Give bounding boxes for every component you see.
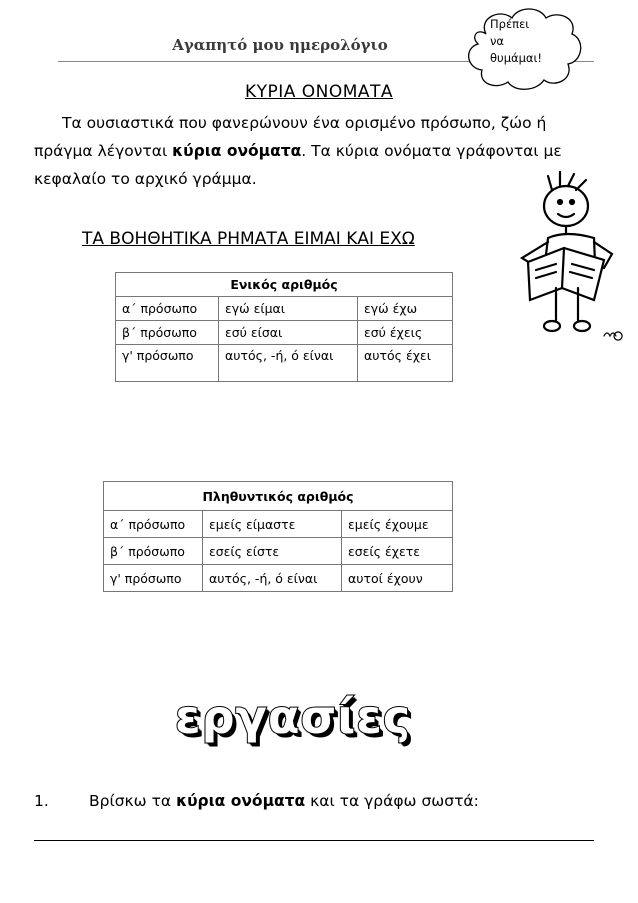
table-row xyxy=(116,321,453,345)
page-header-title: Αγαπητό μου ημερολόγιο xyxy=(172,36,388,54)
table-cell: β΄ πρόσωπο xyxy=(104,538,203,565)
plural-table xyxy=(103,481,453,592)
table-cell: εγώ έχω xyxy=(358,297,453,321)
table-cell: εμείς έχουμε xyxy=(342,511,453,538)
table-row xyxy=(104,565,453,592)
table-cell: εσύ έχεις xyxy=(358,321,453,345)
task-text-start: Βρίσκω τα xyxy=(89,792,177,810)
answer-line[interactable] xyxy=(34,840,594,841)
paragraph-bold-term: κύρια ονόματα xyxy=(172,142,302,160)
plural-table-heading: Πληθυντικός αριθμός xyxy=(104,482,453,511)
table-cell: β΄ πρόσωπο xyxy=(116,321,219,345)
table-cell: γ' πρόσωπο xyxy=(116,345,219,382)
table-cell: α΄ πρόσωπο xyxy=(104,511,203,538)
table-cell: εμείς είμαστε xyxy=(203,511,342,538)
exercises-heading: εργασίες xyxy=(175,690,412,744)
singular-table-heading: Ενικός αριθμός xyxy=(116,273,453,297)
table-row xyxy=(104,538,453,565)
verbs-section-title: ΤΑ ΒΟΗΘΗΤΙΚΑ ΡΗΜΑΤΑ ΕΙΜΑΙ ΚΑΙ ΕΧΩ xyxy=(82,229,415,249)
table-cell: αυτός, -ή, ό είναι xyxy=(219,345,358,382)
paragraph-text-start: Τα ουσιαστικά που φανερώνουν ένα ορισμένο πρόσωπο, ζώο ή πράγμα λέγονται xyxy=(34,114,547,160)
reminder-line: θυμάμαι! xyxy=(490,51,542,65)
reminder-note xyxy=(490,16,560,67)
table-row xyxy=(116,297,453,321)
reading-kid-illustration xyxy=(508,170,634,345)
task-bold-term: κύρια ονόματα xyxy=(176,792,306,810)
reminder-line: να xyxy=(490,34,505,48)
table-cell: αυτός έχει xyxy=(358,345,453,382)
table-cell: εσύ είσαι xyxy=(219,321,358,345)
table-cell: γ' πρόσωπο xyxy=(104,565,203,592)
table-cell: αυτός, -ή, ό είναι xyxy=(203,565,342,592)
task-number: 1. xyxy=(34,792,49,810)
task-text-end: και τα γράφω σωστά: xyxy=(305,792,479,810)
lesson-title: ΚΥΡΙΑ ΟΝΟΜΑΤΑ xyxy=(244,82,394,102)
table-row xyxy=(104,511,453,538)
singular-table xyxy=(115,272,453,382)
table-cell: εγώ είμαι xyxy=(219,297,358,321)
table-cell: εσείς είστε xyxy=(203,538,342,565)
table-cell: α΄ πρόσωπο xyxy=(116,297,219,321)
reminder-line: Πρέπει xyxy=(490,17,530,31)
table-cell: αυτοί έχουν xyxy=(342,565,453,592)
task-1 xyxy=(34,792,479,810)
table-cell: εσείς έχετε xyxy=(342,538,453,565)
table-row xyxy=(116,345,453,382)
paragraph-text-end: . Τα κύρια ονόματα γράφονται με κεφαλαίο το αρχικό γράμμα. xyxy=(34,142,562,188)
